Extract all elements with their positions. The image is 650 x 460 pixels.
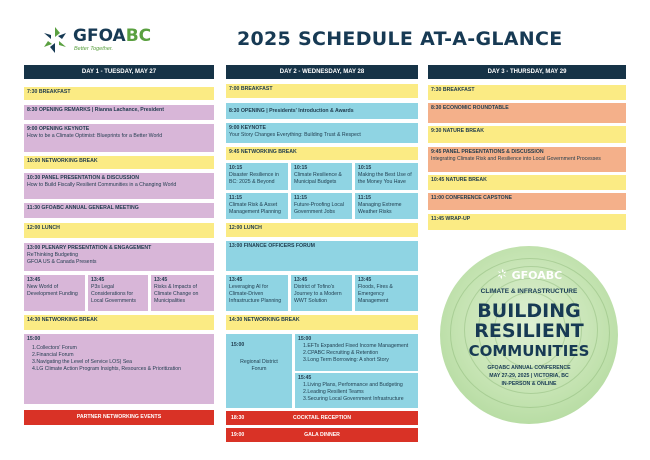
session-time: 15:00	[298, 336, 312, 342]
day2-breakfast: 7:00 BREAKFAST	[226, 84, 418, 98]
list-item: 1.EFTs Expanded Fixed Income Management	[303, 343, 409, 350]
session-time: 15:00	[27, 336, 41, 342]
day1-lunch: 12:00 LUNCH	[24, 223, 214, 238]
day2-keynote	[226, 123, 418, 143]
day3-panel	[428, 147, 626, 172]
list-item: 1.Living Plans, Performance and Budgeting	[303, 382, 403, 389]
session-time: 13:45	[27, 277, 41, 283]
day1-session-1345c	[151, 275, 214, 311]
session-title: Climate Resilience & Municipal Budgets	[294, 172, 342, 186]
day1-keynote-desc: How to be a Climate Optimist: Blueprints for a Better World	[27, 133, 163, 140]
session-title: Disaster Resilience in BC: 2025 & Beyond	[229, 172, 279, 186]
event-time: 18:30	[231, 415, 245, 421]
session-title: P3s Legal Considerations for Local Governments	[91, 284, 136, 305]
day1-networking1: 10:00 NETWORKING BREAK	[24, 156, 214, 169]
day3-nature1: 9:30 NATURE BREAK	[428, 126, 626, 143]
session-time: 10:15	[294, 165, 308, 171]
day1-session-1345a	[24, 275, 85, 311]
day1-session-1345b	[88, 275, 148, 311]
day1-keynote-title: 9:00 OPENING KEYNOTE	[27, 126, 90, 132]
list-item: 3.Navigating the Level of Service LOS) Sea	[32, 359, 133, 366]
session-time: 11:15	[358, 195, 371, 201]
day2-opening: 8:30 OPENING | Presidents' Introduction & Awards	[226, 103, 418, 119]
session-title: Floods, Fires & Emergency Management	[358, 284, 393, 305]
day2-session-1345a	[226, 275, 288, 311]
day2-keynote-desc: Your Story Changes Everything: Building Trust & Respect	[229, 132, 361, 139]
session-title: Managing Extreme Weather Risks	[358, 202, 402, 216]
day2-session-1015a	[226, 163, 288, 190]
day2-session-1545	[295, 373, 418, 408]
session-title: Risks & Impacts of Climate Change on Municipalities	[154, 284, 199, 305]
day1-panel-title: 10:30 PANEL PRESENTATION & DISCUSSION	[27, 175, 140, 181]
event-title: GALA DINNER	[304, 432, 340, 438]
day3-panel-desc: Integrating Climate Risk and Resilience into Local Government Processes	[431, 156, 601, 163]
day1-plenary	[24, 243, 214, 271]
badge-info3: IN-PERSON & ONLINE	[501, 381, 557, 387]
logo-bc-text: BC	[125, 26, 152, 46]
session-time: 11:15	[229, 195, 242, 201]
list-item: 2.Financial Forum	[32, 352, 74, 359]
event-title: COCKTAIL RECEPTION	[292, 415, 352, 421]
session-title: District of Tofino's Journey to a Modern WWT Solution	[294, 284, 342, 305]
day1-networking2: 14:30 NETWORKING BREAK	[24, 315, 214, 330]
day2-session-1345c	[355, 275, 418, 311]
day1-header: DAY 1 - TUESDAY, MAY 27	[24, 65, 214, 79]
list-item: 3.Long Term Borrowing: A short Story	[303, 357, 389, 364]
page-title: 2025 SCHEDULE AT-A-GLANCE	[237, 28, 563, 50]
day3-capstone: 11:00 CONFERENCE CAPSTONE	[428, 193, 626, 210]
day2-session-1115b	[291, 193, 352, 219]
list-item: 2.Leading Resilient Teams	[303, 389, 364, 396]
event-time: 19:00	[231, 432, 245, 438]
session-time: 15:45	[298, 375, 312, 381]
conference-badge	[440, 246, 618, 424]
session-time: 10:15	[229, 165, 243, 171]
session-time: 10:15	[358, 165, 372, 171]
badge-subtitle: CLIMATE & INFRASTRUCTURE	[480, 288, 578, 295]
gfoa-logo-icon	[496, 268, 508, 280]
session-time: 13:45	[229, 277, 243, 283]
list-item: 3.Securing Local Government Infrastructure	[303, 396, 404, 403]
badge-line3: COMMUNITIES	[468, 342, 590, 360]
session-title: Leveraging AI for Climate-Driven Infrastructure Planning	[229, 284, 282, 305]
day3-panel-title: 9:45 PANEL PRESENTATIONS & DISCUSSION	[431, 149, 544, 155]
day1-agm: 11:30 GFOABC ANNUAL GENERAL MEETING	[24, 203, 214, 218]
list-item: 4.LG Climate Action Program Insights, Resources & Prioritization	[32, 366, 182, 373]
day2-cocktail	[226, 411, 418, 425]
list-item: 1.Collectors' Forum	[32, 345, 77, 352]
session-time: 13:45	[91, 277, 105, 283]
day2-session-1345b	[291, 275, 352, 311]
day2-finance-forum: 13:00 FINANCE OFFICERS FORUM	[226, 241, 418, 271]
day1-breakfast: 7:30 BREAKFAST	[24, 87, 214, 100]
day1-opening: 8:30 OPENING REMARKS | Rianna Lachance, President	[24, 105, 214, 120]
day2-session-1015c	[355, 163, 418, 190]
day2-keynote-title: 9:00 KEYNOTE	[229, 125, 266, 131]
session-title: Making the Best Use of the Money You Have	[358, 172, 412, 186]
session-time: 13:45	[154, 277, 168, 283]
day3-nature2: 10:45 NATURE BREAK	[428, 175, 626, 190]
session-time: 13:45	[294, 277, 308, 283]
day3-roundtable: 8:30 ECONOMIC ROUNDTABLE	[428, 103, 626, 123]
session-title: Regional District Forum	[240, 359, 278, 373]
day3-header: DAY 3 - THURSDAY, MAY 29	[428, 65, 626, 79]
day1-plenary-line2: GFOA US & Canada Presents	[27, 259, 97, 266]
badge-logo	[440, 268, 618, 282]
day1-panel	[24, 173, 214, 199]
badge-info2: MAY 27-29, 2025 | VICTORIA, BC	[489, 373, 569, 379]
day1-keynote	[24, 124, 214, 152]
session-title: Future-Proofing Local Government Jobs	[294, 202, 344, 216]
badge-line2: RESILIENT	[474, 320, 584, 342]
day1-plenary-title: 13:00 PLENARY PRESENTATION & ENGAGEMENT	[27, 245, 152, 251]
badge-info1: GFOABC ANNUAL CONFERENCE	[487, 365, 571, 371]
day2-session-1115c	[355, 193, 418, 219]
day2-session-1115a	[226, 193, 288, 219]
day3-wrapup: 11:45 WRAP-UP	[428, 214, 626, 230]
session-time: 13:45	[358, 277, 372, 283]
logo-gfoa-text: GFOA	[73, 26, 126, 46]
day2-networking1: 9:45 NETWORKING BREAK	[226, 147, 418, 160]
list-item: 2.CPABC Recruiting & Retention	[303, 350, 379, 357]
day2-networking2: 14:30 NETWORKING BREAK	[226, 315, 418, 330]
session-title: New World of Development Funding	[27, 284, 78, 298]
day2-session-1500	[295, 334, 418, 371]
logo-tagline: Better Together.	[74, 46, 114, 52]
day1-partner-events: PARTNER NETWORKING EVENTS	[24, 410, 214, 425]
badge-line1: BUILDING	[477, 300, 581, 322]
day1-plenary-line1: ReThinking Budgeting	[27, 252, 79, 259]
day2-session-1015b	[291, 163, 352, 190]
day3-breakfast: 7:30 BREAKFAST	[428, 85, 626, 100]
gfoa-logo-icon	[40, 25, 70, 55]
day2-regional-forum	[226, 334, 292, 408]
day2-header: DAY 2 - WEDNESDAY, MAY 28	[226, 65, 418, 79]
session-time: 11:15	[294, 195, 307, 201]
day1-panel-desc: How to Build Fiscally Resilient Communities in a Changing World	[27, 182, 177, 189]
session-time: 15:00	[231, 342, 245, 348]
logo	[40, 24, 180, 60]
day1-session-1500	[24, 334, 214, 404]
day2-lunch: 12:00 LUNCH	[226, 223, 418, 237]
badge-logo-text: GFOABC	[511, 269, 563, 282]
day2-gala	[226, 428, 418, 442]
session-title: Climate Risk & Asset Management Planning	[229, 202, 281, 216]
